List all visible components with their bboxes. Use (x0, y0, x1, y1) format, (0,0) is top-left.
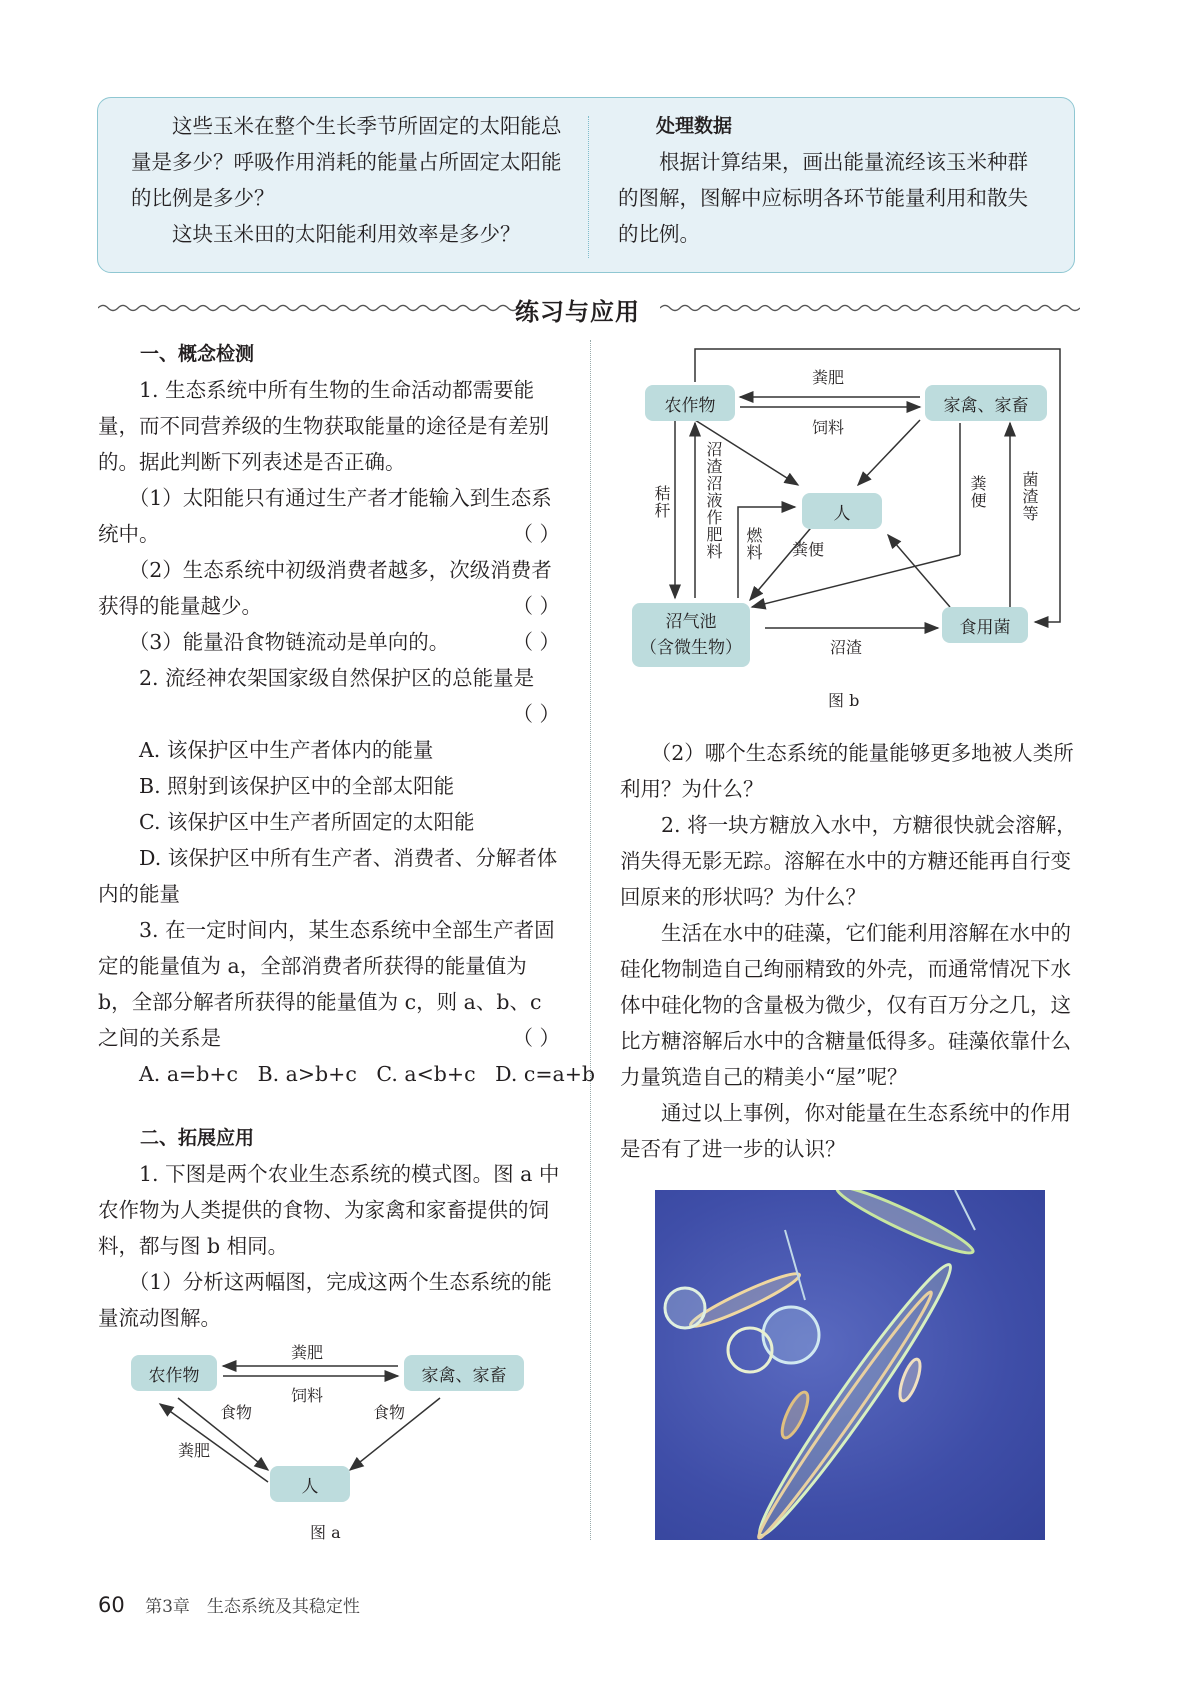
node-human: 人 (270, 1466, 350, 1502)
answer-blank: （ ） (512, 594, 560, 618)
diatom-photo (655, 1190, 1045, 1540)
option-2a: A. 该保护区中生产者体内的能量 (139, 738, 434, 762)
figure-a (98, 1340, 558, 1550)
arrow-poultry-to-human (858, 420, 920, 485)
extension-q1-2: （2）哪个生态系统的能量能够更多地被人类所利用？为什么？ (620, 741, 1074, 801)
left-column (98, 336, 596, 1336)
section-title: 练习与应用 (515, 298, 640, 326)
extension-q1-1: （1）分析这两幅图，完成这两个生态系统的能量流动图解。 (98, 1270, 552, 1330)
question-1-1 (98, 480, 560, 552)
box-right-p1: 根据计算结果，画出能量流经该玉米种群的图解，图解中应标明各环节能量利用和散失的比例。 (618, 150, 1028, 246)
right-column (620, 735, 1080, 1167)
box-right-column (618, 108, 1048, 252)
page-number: 60 (98, 1593, 125, 1617)
extension-heading: 二、拓展应用 (140, 1127, 255, 1149)
label-feed: 饲料 (291, 1386, 324, 1405)
page-footer (98, 1592, 360, 1617)
section-heading (0, 290, 1191, 330)
extension-q2-p3: 通过以上事例，你对能量在生态系统中的作用是否有了进一步的认识？ (620, 1101, 1071, 1161)
label-manure-left: 粪肥 (178, 1441, 211, 1460)
diatom-illustration (655, 1190, 1045, 1540)
question-2-text: 2. 流经神农架国家级自然保护区的总能量是 (139, 666, 535, 690)
node-human: 人 (802, 493, 882, 529)
question-1: 1. 生态系统中所有生物的生命活动都需要能量，而不同营养级的生物获取能量的途径是有差别的。据此判断下列表述是否正确。 (98, 378, 549, 474)
extension-q2-p2: 生活在水中的硅藻，它们能利用溶解在水中的硅化物制造自己绚丽精致的外壳，而通常情况下水体中硅化物的含量极为微少，仅有百万分之几，这比方糖溶解后水中的含糖量低得多。硅藻依靠什么力量筑造自己的精美小“屋”呢？ (620, 921, 1071, 1089)
box-left-p1: 这些玉米在整个生长季节所固定的太阳能总量是多少？呼吸作用消耗的能量占所固定太阳能的比例是多少？ (131, 114, 562, 210)
answer-blank: （ ） (512, 630, 560, 654)
question-1-3-text: （3）能量沿食物链流动是单向的。 (128, 630, 450, 654)
column-divider (590, 340, 591, 1540)
arrow-poultry-feces-to-biogas (752, 555, 960, 607)
concept-check-heading: 一、概念检测 (140, 343, 255, 365)
extension-q1: 1. 下图是两个农业生态系统的模式图。图 a 中农作物为人类提供的食物、为家禽和家畜提供的饲料，都与图 b 相同。 (98, 1162, 560, 1258)
node-biogas-digester (632, 603, 750, 667)
question-1-1-text: （1）太阳能只有通过生产者才能输入到生态系统中。 (98, 486, 552, 546)
question-3 (98, 912, 560, 1056)
label-feces-poultry: 粪便 (968, 475, 987, 509)
label-feed: 饲料 (812, 418, 845, 437)
question-2-blank: （ ） (512, 702, 560, 726)
biogas-label: 沼气池 (665, 612, 717, 632)
label-straw: 秸秆 (652, 485, 671, 519)
label-manure-top: 粪肥 (291, 1343, 324, 1362)
wave-rule-right (660, 300, 1080, 316)
question-1-3 (98, 624, 560, 660)
label-food-left: 食物 (220, 1403, 253, 1422)
wave-rule-left (98, 300, 518, 316)
label-mushroom-residue: 菌渣等 (1020, 471, 1039, 522)
answer-blank: （ ） (512, 522, 560, 546)
answer-blank: （ ） (512, 1026, 560, 1050)
question-2 (98, 660, 560, 696)
question-1-2 (98, 552, 560, 624)
chapter-title: 第3章 生态系统及其稳定性 (145, 1597, 360, 1617)
question-1-2-text: （2）生态系统中初级消费者越多，次级消费者获得的能量越少。 (98, 558, 552, 618)
box-left-p2: 这块玉米田的太阳能利用效率是多少？ (172, 222, 521, 246)
figure-b-caption: 图 b (828, 691, 860, 710)
label-residue: 沼渣 (830, 638, 863, 657)
biogas-sublabel: （含微生物） (640, 638, 742, 658)
node-crop: 农作物 (645, 385, 735, 421)
extension-q2: 2. 将一块方糖放入水中，方糖很快就会溶解，消失得无影无踪。溶解在水中的方糖还能再自行变回原来的形状吗？为什么？ (620, 813, 1077, 909)
data-processing-box (97, 97, 1075, 273)
label-food-right: 食物 (373, 1403, 406, 1422)
box-right-title: 处理数据 (656, 115, 733, 137)
label-manure-top: 粪肥 (812, 368, 845, 387)
figure-a-caption: 图 a (310, 1523, 341, 1542)
box-left-column (131, 108, 566, 252)
option-2d: D. 该保护区中所有生产者、消费者、分解者体内的能量 (98, 846, 558, 906)
node-mushroom: 食用菌 (942, 607, 1028, 643)
figure-b (620, 345, 1080, 715)
label-feces-human: 粪便 (792, 540, 825, 559)
box-divider (588, 116, 589, 258)
question-3-options: A. a=b+c B. a>b+c C. a<b+c D. c=a+b (139, 1062, 596, 1086)
option-2c: C. 该保护区中生产者所固定的太阳能 (139, 810, 475, 834)
node-poultry-livestock: 家禽、家畜 (404, 1355, 524, 1391)
option-2b: B. 照射到该保护区中的全部太阳能 (139, 774, 455, 798)
node-poultry-livestock: 家禽、家畜 (925, 385, 1047, 421)
node-crop: 农作物 (131, 1355, 217, 1391)
label-fuel: 燃料 (744, 527, 763, 561)
label-residue-fertilizer: 沼渣沼液作肥料 (704, 441, 723, 560)
question-3-text: 3. 在一定时间内，某生态系统中全部生产者固定的能量值为 a，全部消费者所获得的能量值为 b，全部分解者所获得的能量值为 c，则 a、b、c 之间的关系是 (98, 918, 555, 1050)
